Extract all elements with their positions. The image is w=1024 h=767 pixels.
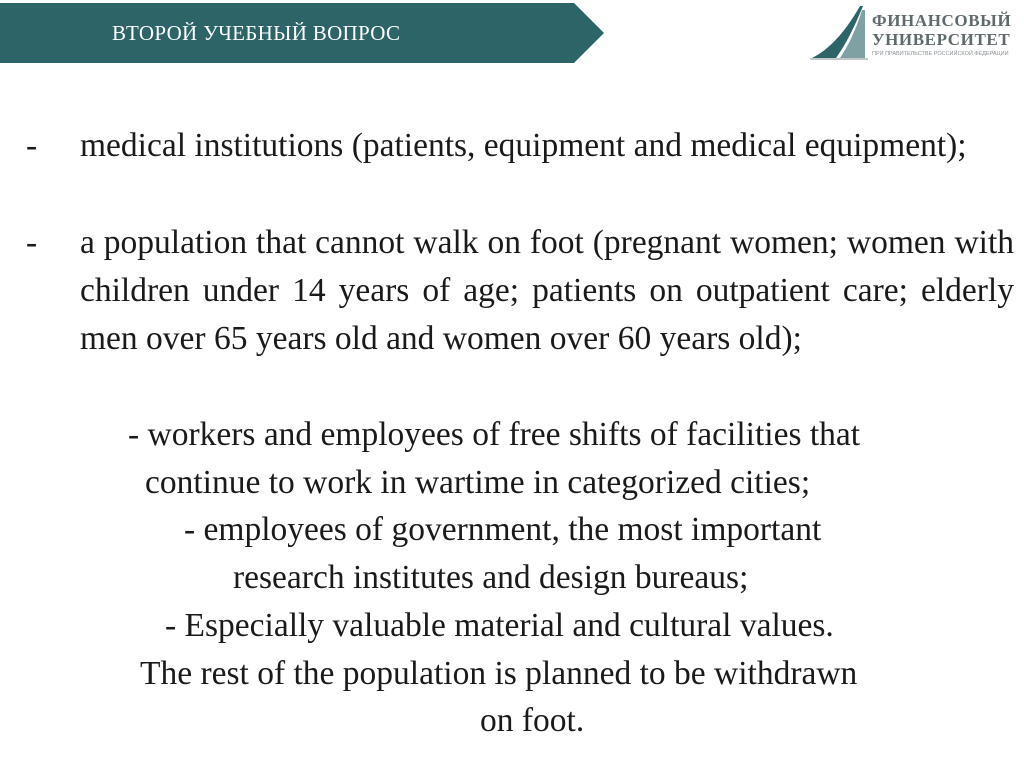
header-title: ВТОРОЙ УЧЕБНЫЙ ВОПРОС [112,21,401,45]
bullet-medical-institutions: medical institutions (patients, equipment and medical equipment); [80,127,967,164]
bullet-dash: - [26,224,38,261]
logo-emblem-icon [810,0,870,64]
header-banner [0,3,604,63]
logo-text-line3: ПРИ ПРАВИТЕЛЬСТВЕ РОССИЙСКОЙ ФЕДЕРАЦИИ [872,51,1009,57]
item-workers-line1: - workers and employees of free shifts of facilities that [128,416,861,453]
closing-line1: The rest of the population is planned to be withdrawn [140,655,858,692]
item-workers-line2: continue to work in wartime in categorized cities; [145,464,811,501]
item-employees-line1: - employees of government, the most important [184,511,822,548]
item-valuables: - Especially valuable material and cultural values. [165,607,834,644]
bullet-population: a population that cannot walk on foot (pregnant women; women with children under 14 years of age; patients on outpatient care; elderly men over 65 years old and women over 60 years old); [80,224,1014,357]
logo-text-line2: УНИВЕРСИТЕТ [872,30,1011,49]
closing-line2: on foot. [480,702,585,739]
logo-text-line1: ФИНАНСОВЫЙ [872,11,1012,30]
bullet-dash: - [26,127,38,164]
university-logo [810,0,1010,64]
item-employees-line2: research institutes and design bureaus; [233,559,749,596]
